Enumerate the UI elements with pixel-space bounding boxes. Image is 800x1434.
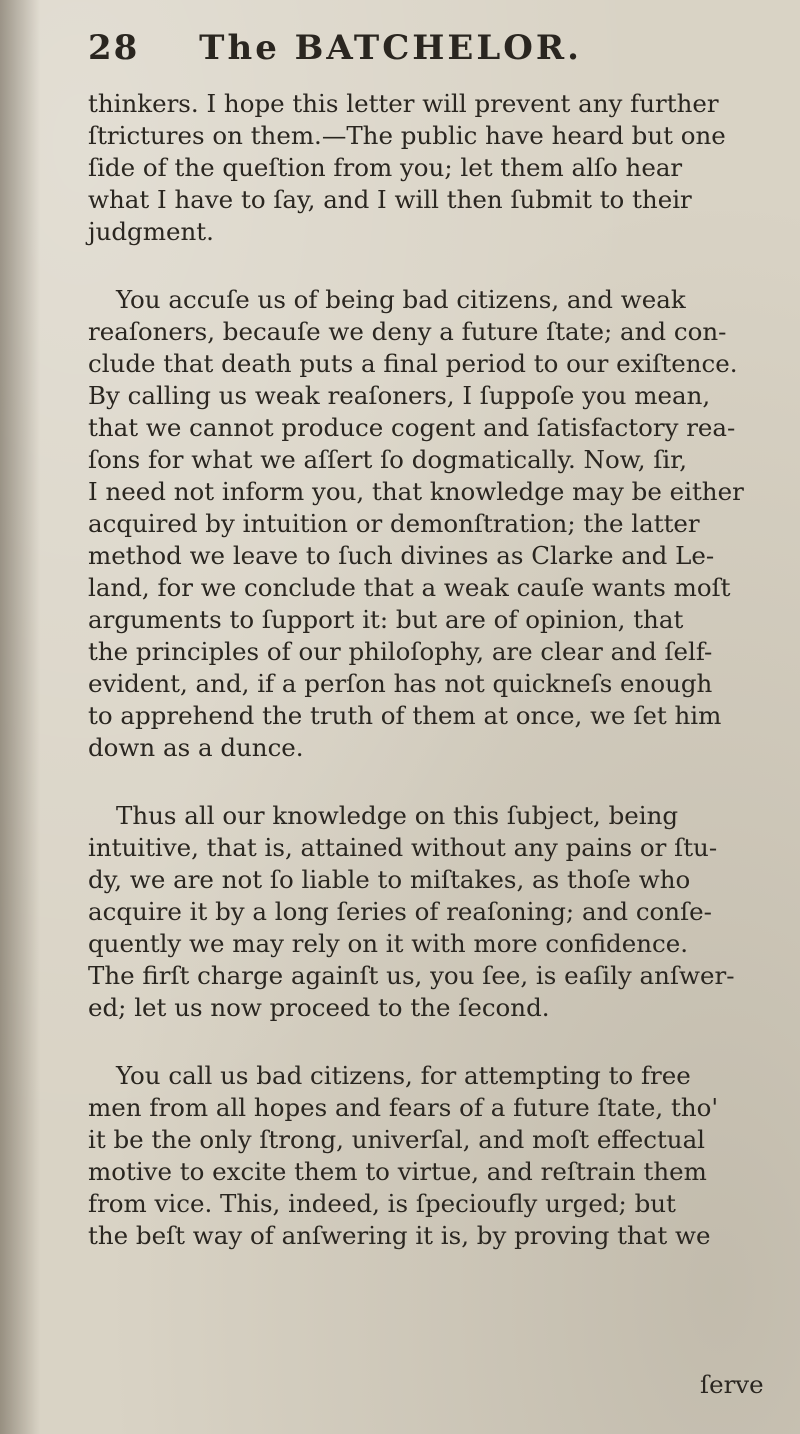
paragraph: [88, 800, 760, 1024]
text-line: what I have to ſay, and I will then ſubmit to their: [88, 185, 692, 214]
text-line: dy, we are not ſo liable to miſtakes, as thoſe who: [88, 865, 691, 894]
text-line: The firſt charge againſt us, you ſee, is eaſily anſwer-: [88, 961, 735, 990]
text-line: thinkers. I hope this letter will prevent any further: [88, 89, 719, 118]
text-line: method we leave to ſuch divines as Clarke and Le-: [88, 541, 715, 570]
text-line: land, for we conclude that a weak cauſe wants moſt: [88, 573, 731, 602]
text-line: You call us bad citizens, for attempting to free: [116, 1061, 691, 1090]
text-line: the beſt way of anſwering it is, by proving that we: [88, 1221, 711, 1250]
body-text: [88, 88, 760, 1252]
text-line: acquire it by a long ſeries of reaſoning; and conſe-: [88, 897, 712, 926]
text-line: that we cannot produce cogent and ſatisfactory rea-: [88, 413, 736, 442]
text-line: evident, and, if a perſon has not quickneſs enough: [88, 669, 713, 698]
text-line: judgment.: [88, 217, 214, 246]
text-line: down as a dunce.: [88, 733, 304, 762]
text-line: the principles of our philoſophy, are clear and ſelf-: [88, 637, 713, 666]
text-line: arguments to ſupport it: but are of opinion, that: [88, 605, 684, 634]
text-line: intuitive, that is, attained without any pains or ſtu-: [88, 833, 718, 862]
text-line: acquired by intuition or demonſtration; the latter: [88, 509, 700, 538]
page-number: 28: [88, 28, 140, 68]
text-line: You accuſe us of being bad citizens, and weak: [116, 285, 686, 314]
text-line: By calling us weak reaſoners, I ſuppoſe you mean,: [88, 381, 711, 410]
text-line: motive to excite them to virtue, and reſtrain them: [88, 1157, 707, 1186]
text-line: ſtrictures on them.—The public have heard but one: [88, 121, 726, 150]
text-line: from vice. This, indeed, is ſpecioufly urged; but: [88, 1189, 676, 1218]
text-line: ed; let us now proceed to the ſecond.: [88, 993, 550, 1022]
text-line: quently we may rely on it with more confidence.: [88, 929, 688, 958]
text-line: ſons for what we aſſert ſo dogmatically. Now, ſir,: [88, 445, 688, 474]
text-line: ſide of the queſtion from you; let them alſo hear: [88, 153, 683, 182]
text-line: clude that death puts a final period to our exiſtence.: [88, 349, 738, 378]
text-line: I need not inform you, that knowledge may be either: [88, 477, 744, 506]
paragraph: [88, 1060, 760, 1252]
text-line: men from all hopes and fears of a future ſtate, tho': [88, 1093, 719, 1122]
paragraph: [88, 284, 760, 764]
catchword: ſerve: [700, 1370, 764, 1399]
text-line: Thus all our knowledge on this ſubject, being: [116, 801, 679, 830]
text-line: reaſoners, becauſe we deny a future ſtate; and con-: [88, 317, 727, 346]
text-line: it be the only ſtrong, univerſal, and moſt effectual: [88, 1125, 706, 1154]
text-line: to apprehend the truth of them at once, we ſet him: [88, 701, 722, 730]
binding-shadow: [0, 0, 40, 1434]
running-title: The BATCHELOR.: [199, 28, 582, 68]
paragraph: [88, 88, 760, 248]
running-head: [88, 28, 748, 68]
